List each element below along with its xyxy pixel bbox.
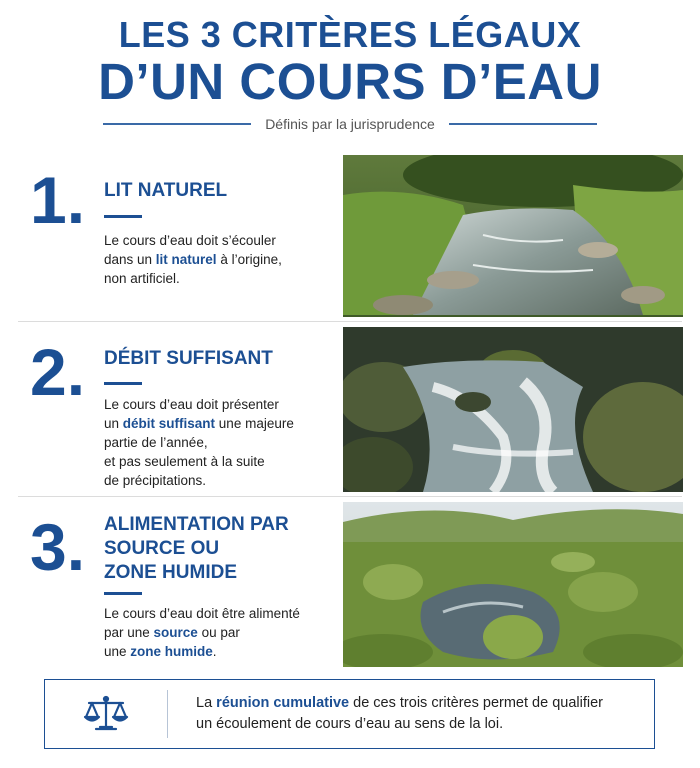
- text-line: [104, 433, 294, 452]
- criterion-title-line: ZONE HUMIDE: [104, 562, 237, 583]
- summary-text: [168, 693, 603, 735]
- text-line: [104, 452, 294, 471]
- criterion-number: 2.: [30, 335, 86, 409]
- text-segment: partie de l’année,: [104, 435, 208, 450]
- wetland-photo: [343, 502, 683, 667]
- text-line: [104, 604, 300, 623]
- text-segment: non artificiel.: [104, 271, 180, 286]
- highlighted-term: réunion cumulative: [216, 695, 350, 711]
- criterion-description: [104, 231, 282, 288]
- text-segment: La: [196, 695, 217, 711]
- highlighted-term: source: [153, 625, 198, 640]
- text-segment: par une: [104, 625, 154, 640]
- text-segment: et pas seulement à la suite: [104, 454, 265, 469]
- text-line: [196, 714, 603, 735]
- wetland-icon: [343, 502, 683, 667]
- text-segment: .: [212, 644, 217, 659]
- subtitle-row: [103, 116, 597, 132]
- title-line-1: LES 3 CRITÈRES LÉGAUX: [118, 14, 582, 55]
- criterion-title: [104, 179, 227, 203]
- text-segment: une majeure: [215, 416, 294, 431]
- criterion-title-rule: [104, 215, 142, 218]
- text-segment: Le cours d’eau doit s’écouler: [104, 233, 276, 248]
- highlighted-term: lit naturel: [155, 252, 217, 267]
- criterion-2: [0, 327, 700, 495]
- text-line: [104, 471, 294, 490]
- text-segment: Le cours d’eau doit présenter: [104, 397, 279, 412]
- criterion-description: [104, 395, 294, 490]
- criterion-title-line: SOURCE OU: [104, 538, 220, 559]
- stream-icon: [343, 155, 683, 317]
- criterion-title-line: ALIMENTATION PAR: [104, 514, 289, 535]
- text-line: [104, 623, 300, 642]
- text-line: [104, 642, 300, 661]
- text-line: [104, 250, 282, 269]
- title-line-2: D’UN COURS D’EAU: [98, 53, 602, 110]
- scales-icon: [82, 694, 130, 734]
- text-segment: une: [104, 644, 131, 659]
- subtitle-rule-left: [103, 123, 251, 125]
- scales-icon-wrap: [45, 694, 167, 734]
- text-segment: un écoulement de cours d’eau au sens de la loi.: [196, 716, 504, 732]
- text-segment: à l’origine,: [216, 252, 282, 267]
- criterion-title-line: LIT NATUREL: [104, 180, 228, 201]
- highlighted-term: zone humide: [130, 644, 213, 659]
- criterion-title: [104, 513, 289, 585]
- summary-box: [44, 679, 655, 749]
- criterion-number: 3.: [30, 510, 86, 584]
- section-divider: [18, 321, 682, 322]
- text-segment: Le cours d’eau doit être alimenté: [104, 606, 300, 621]
- criterion-title-rule: [104, 382, 142, 385]
- waterfall-photo: [343, 327, 683, 492]
- text-line: [104, 269, 282, 288]
- criterion-title-line: DÉBIT SUFFISANT: [104, 348, 273, 369]
- criterion-title: [104, 347, 273, 371]
- text-line: [104, 231, 282, 250]
- criterion-description: [104, 604, 300, 661]
- text-segment: un: [104, 416, 123, 431]
- text-line: [196, 693, 603, 714]
- text-segment: de ces trois critères permet de qualifier: [349, 695, 603, 711]
- text-segment: de précipitations.: [104, 473, 207, 488]
- text-segment: ou par: [197, 625, 240, 640]
- criterion-number: 1.: [30, 163, 86, 237]
- text-segment: dans un: [104, 252, 156, 267]
- section-divider: [18, 496, 682, 497]
- stream-photo: [343, 155, 683, 317]
- text-line: [104, 395, 294, 414]
- text-line: [104, 414, 294, 433]
- criterion-title-rule: [104, 592, 142, 595]
- waterfall-icon: [343, 327, 683, 492]
- criterion-3: [0, 502, 700, 672]
- criterion-1: [0, 155, 700, 320]
- highlighted-term: débit suffisant: [122, 416, 216, 431]
- subtitle: Définis par la jurisprudence: [265, 116, 435, 132]
- subtitle-rule-right: [449, 123, 597, 125]
